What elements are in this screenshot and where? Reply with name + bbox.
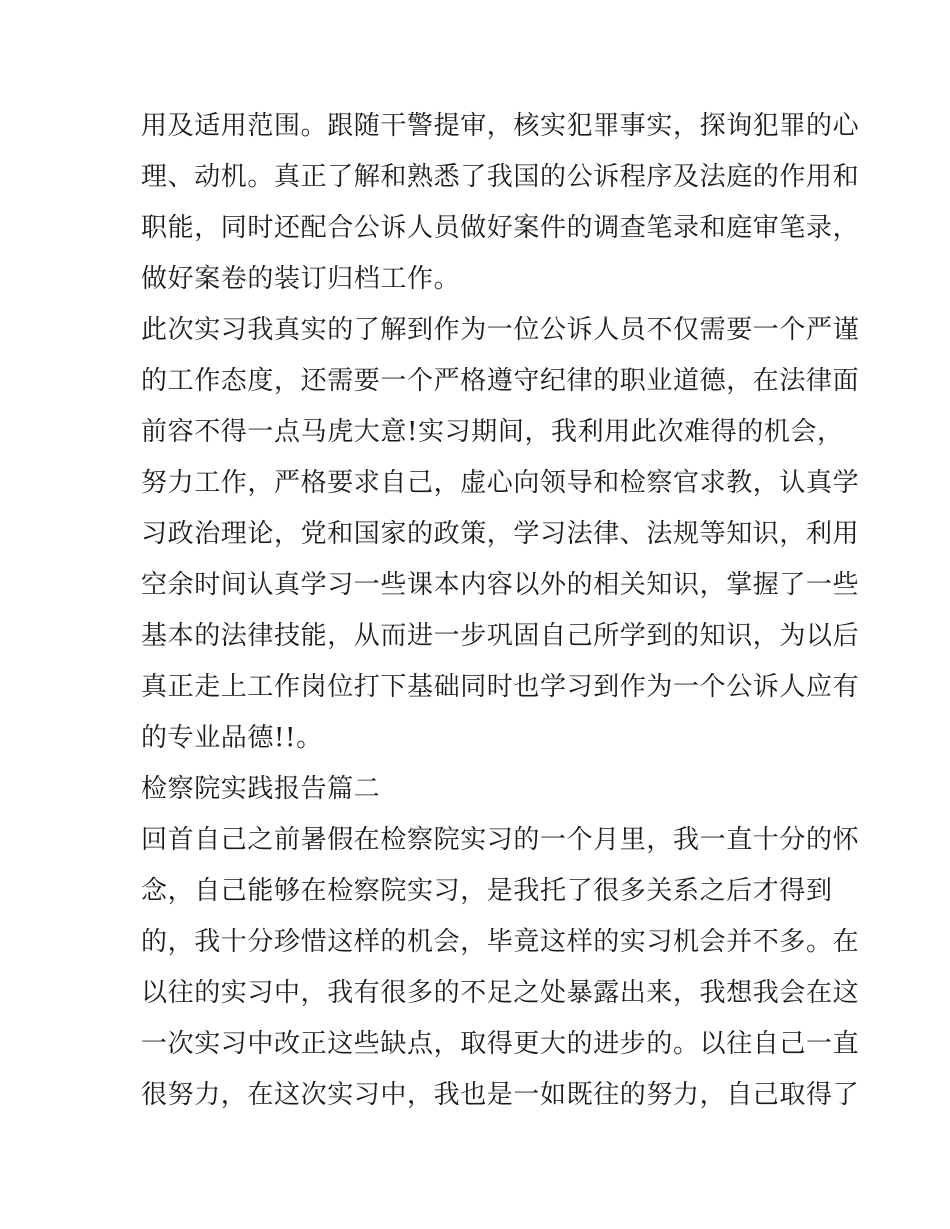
text-line: 一次实习中改正这些缺点，取得更大的进步的。以往自己一直 [141, 1029, 860, 1059]
text-line: 真正走上工作岗位打下基础同时也学习到作为一个公诉人应有 [141, 672, 860, 702]
text-line: 基本的法律技能，从而进一步巩固自己所学到的知识，为以后 [141, 621, 860, 651]
text-line: 的工作态度，还需要一个严格遵守纪律的职业道德，在法律面 [141, 366, 860, 396]
text-line: 职能，同时还配合公诉人员做好案件的调查笔录和庭审笔录， [141, 213, 860, 243]
text-line: 用及适用范围。跟随干警提审，核实犯罪事实，探询犯罪的心 [141, 111, 860, 141]
text-line: 努力工作，严格要求自己，虚心向领导和检察官求教，认真学 [141, 468, 860, 498]
text-line: 空余时间认真学习一些课本内容以外的相关知识，掌握了一些 [141, 570, 860, 600]
text-line: 很努力，在这次实习中，我也是一如既往的努力，自己取得了 [141, 1080, 860, 1110]
text-line: 此次实习我真实的了解到作为一位公诉人员不仅需要一个严谨 [141, 315, 860, 345]
text-line: 理、动机。真正了解和熟悉了我国的公诉程序及法庭的作用和 [141, 162, 860, 192]
text-line: 做好案卷的装订归档工作。 [141, 264, 461, 294]
text-line: 回首自己之前暑假在检察院实习的一个月里，我一直十分的怀 [141, 825, 860, 855]
section-heading: 检察院实践报告篇二 [141, 774, 381, 804]
text-line: 的，我十分珍惜这样的机会，毕竟这样的实习机会并不多。在 [141, 927, 860, 957]
text-line: 念，自己能够在检察院实习，是我托了很多关系之后才得到 [141, 876, 833, 906]
text-line: 的专业品德!!。 [141, 723, 323, 753]
text-line: 以往的实习中，我有很多的不足之处暴露出来，我想我会在这 [141, 978, 860, 1008]
body-text [141, 101, 860, 1121]
text-line: 前容不得一点马虎大意!实习期间，我利用此次难得的机会， [141, 417, 844, 447]
text-line: 习政治理论，党和国家的政策，学习法律、法规等知识，利用 [141, 519, 860, 549]
